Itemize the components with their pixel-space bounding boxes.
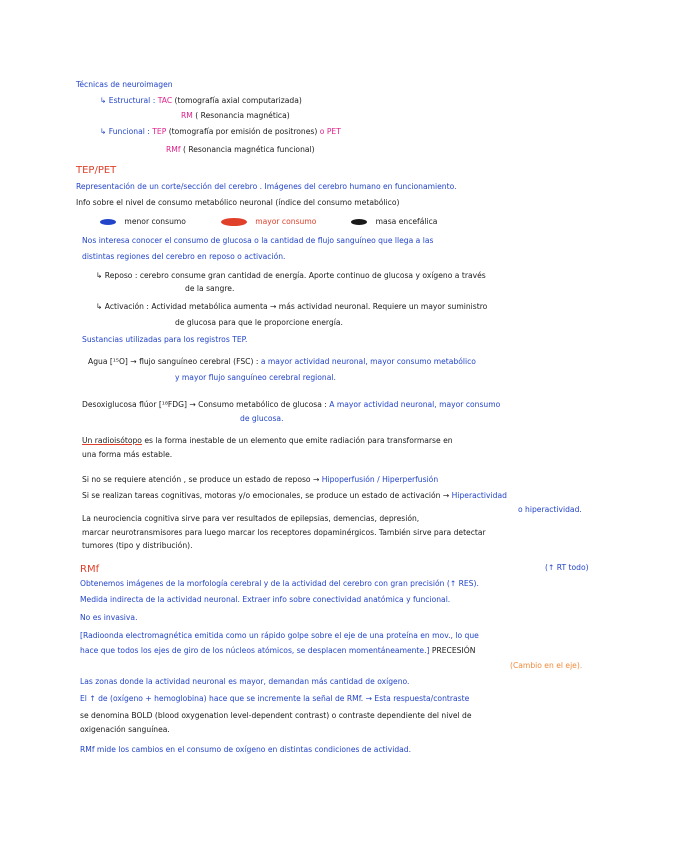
rm-description: ( Resonancia magnética) xyxy=(195,111,290,120)
tep-description: (tomografía por emisión de positrones) xyxy=(168,127,318,136)
activacion-estado: Si se realizan tareas cognitivas, motoras y/o emocionales, se produce un estado de activación → Hiperactividad xyxy=(82,491,507,500)
rm-line xyxy=(181,112,290,120)
sustancias-heading: Sustancias utilizadas para los registros TEP. xyxy=(82,335,248,344)
desoxiglucosa-item: de glucosa. xyxy=(240,414,284,423)
tac-acronym: TAC xyxy=(157,96,173,105)
reposo-item: ↳ Reposo : cerebro consume gran cantidad de energía. Aporte continuo de glucosa y oxígeno a través xyxy=(96,271,486,280)
neurociencia-paragraph: La neurociencia cognitiva sirve para ver resultados de epilepsias, demencias, depresión, xyxy=(82,514,420,523)
tep-acronym: TEP xyxy=(152,127,167,136)
section-title: Técnicas de neuroimagen xyxy=(76,80,173,89)
rmf-paragraph: No es invasiva. xyxy=(80,613,138,622)
radioisotopo-term: Un radioisótopo xyxy=(82,436,142,445)
reposo-estado: Si no se requiere atención , se produce un estado de reposo → Hipoperfusión / Hiperperfusión xyxy=(82,475,439,484)
neurociencia-paragraph: tumores (tipo y distribución). xyxy=(82,541,193,550)
tac-description: (tomografía axial computarizada) xyxy=(174,96,302,105)
estructural-label: ↳ Estructural : TAC (tomografía axial computarizada) xyxy=(100,96,302,105)
rmf-acronym: RMf xyxy=(166,145,181,154)
rmf-paragraph: Medida indirecta de la actividad neuronal. Extraer info sobre conectividad anatómica y funcional. xyxy=(80,595,451,604)
cambio-note: (Cambio en el eje). xyxy=(510,661,583,670)
neurociencia-paragraph: marcar neurotransmisores para luego marcar los receptores dopaminérgicos. También sirve para detectar xyxy=(82,528,486,537)
tep-paragraph: Nos interesa conocer el consumo de glucosa o la cantidad de flujo sanguíneo que llega a las xyxy=(82,236,434,245)
rmf-paragraph: Las zonas donde la actividad neuronal es mayor, demandan más cantidad de oxígeno. xyxy=(80,677,410,686)
legend-mayor: mayor consumo xyxy=(255,217,317,226)
rmf-description: ( Resonancia magnética funcional) xyxy=(182,145,315,154)
desoxiglucosa-item: Desoxiglucosa flúor [¹⁸FDG] → Consumo metabólico de glucosa : A mayor actividad neuronal, mayor consumo xyxy=(82,400,501,409)
activacion-item: ↳ Activación : Actividad metabólica aumenta → más actividad neuronal. Requiere un mayor suministro xyxy=(96,302,488,311)
rmf-paragraph: El ↑ de (oxígeno + hemoglobina) hace que se incremente la señal de RMf. → Esta respuesta/contraste xyxy=(80,694,470,703)
agua-item: y mayor flujo sanguíneo cerebral regional. xyxy=(175,373,336,382)
legend-masa: masa encefálica xyxy=(375,217,438,226)
funcional-label: ↳ Funcional : TEP (tomografía por emisión de positrones) o PET xyxy=(100,127,341,136)
black-blob-icon xyxy=(351,219,367,225)
rmf-paragraph: oxigenación sanguínea. xyxy=(80,725,170,734)
rmf-paragraph: se denomina BOLD (blood oxygenation level-dependent contrast) o contraste dependiente del nivel de xyxy=(80,711,472,720)
rmf-paragraph: [Radioonda electromagnética emitida como un rápido golpe sobre el eje de una proteína en mov., lo que xyxy=(80,631,479,640)
rmf-paragraph: hace que todos los ejes de giro de los núcleos atómicos, se desplacen momentáneamente.] PRECESIÓN xyxy=(80,646,476,655)
rmf-paragraph: RMf mide los cambios en el consumo de oxígeno en distintas condiciones de actividad. xyxy=(80,745,412,754)
legend-menor: menor consumo xyxy=(124,217,186,226)
tep-header: TEP/PET xyxy=(76,165,117,176)
red-blob-icon xyxy=(221,218,247,226)
rmf-header: RMf xyxy=(80,564,100,575)
tep-paragraph: Info sobre el nivel de consumo metabólico neuronal (índice del consumo metabólico) xyxy=(76,198,400,207)
rmf-paragraph: Obtenemos imágenes de la morfología cerebral y de la actividad del cerebro con gran precisión (↑ RES). xyxy=(80,579,479,588)
pet-acronym: PET xyxy=(326,127,341,136)
activacion-item: de glucosa para que le proporcione energía. xyxy=(175,318,343,327)
blue-blob-icon xyxy=(100,219,116,225)
radioisotopo-line: una forma más estable. xyxy=(82,450,173,459)
radioisotopo-line: Un radioisótopo es la forma inestable de un elemento que emite radiación para transformarse en xyxy=(82,436,453,445)
reposo-item: de la sangre. xyxy=(185,284,235,293)
activacion-estado: o hiperactividad. xyxy=(518,505,582,514)
precesion-term: PRECESIÓN xyxy=(431,646,476,655)
agua-item: Agua [¹⁵O] → flujo sanguíneo cerebral (FSC) : a mayor actividad neuronal, mayor consumo metabólico xyxy=(88,357,476,366)
rmf-note: (↑ RT todo) xyxy=(545,563,589,572)
tep-paragraph: distintas regiones del cerebro en reposo o activación. xyxy=(82,252,286,261)
tep-paragraph: Representación de un corte/sección del cerebro . Imágenes del cerebro humano en funcionamiento. xyxy=(76,182,457,191)
legend xyxy=(100,218,437,226)
rm-acronym: RM xyxy=(181,111,193,120)
rmf-line xyxy=(166,146,315,154)
